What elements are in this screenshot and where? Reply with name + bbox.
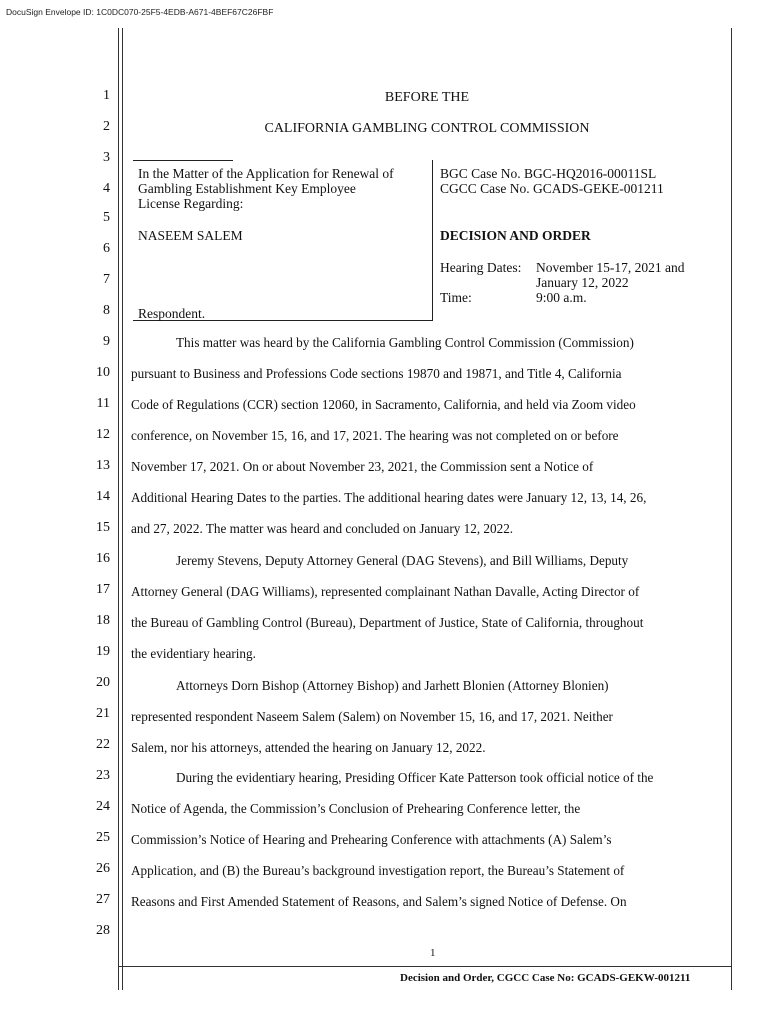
bgc-case-number: BGC Case No. BGC-HQ2016-00011SL [440, 166, 657, 181]
line-number: 22 [96, 737, 110, 752]
court-header-line2: CALIFORNIA GAMBLING CONTROL COMMISSION [264, 121, 590, 136]
body-line: the evidentiary hearing. [131, 646, 256, 661]
left-margin-rule [118, 28, 119, 990]
line-number: 20 [96, 675, 110, 690]
body-line: This matter was heard by the California Gambling Control Commission (Commission) [176, 335, 634, 350]
hearing-dates-value-cont: January 12, 2022 [536, 275, 629, 290]
body-line: During the evidentiary hearing, Presiding Officer Kate Patterson took official notice of the [176, 770, 654, 785]
line-number: 6 [103, 241, 110, 256]
line-number: 2 [103, 119, 110, 134]
body-line: pursuant to Business and Professions Code sections 19870 and 19871, and Title 4, California [131, 366, 622, 381]
line-number: 1 [103, 88, 110, 103]
line-number: 5 [103, 210, 110, 225]
respondent-name: NASEEM SALEM [138, 228, 243, 243]
line-number: 15 [96, 520, 110, 535]
line-number: 23 [96, 768, 110, 783]
hearing-dates-value: November 15-17, 2021 and [536, 260, 685, 275]
body-line: Additional Hearing Dates to the parties. The additional hearing dates were January 12, 13, 14, 26, [131, 490, 647, 505]
footer-rule [118, 966, 732, 967]
document-title: DECISION AND ORDER [440, 228, 591, 243]
body-line: Attorneys Dorn Bishop (Attorney Bishop) and Jarhett Blonien (Attorney Blonien) [176, 678, 609, 693]
line-number: 9 [103, 334, 110, 349]
body-line: Notice of Agenda, the Commission’s Conclusion of Prehearing Conference letter, the [131, 801, 581, 816]
body-line: Reasons and First Amended Statement of Reasons, and Salem’s signed Notice of Defense. On [131, 894, 627, 909]
page-number: 1 [430, 947, 436, 959]
left-margin-rule-inner [122, 28, 123, 990]
body-line: November 17, 2021. On or about November 23, 2021, the Commission sent a Notice of [131, 459, 594, 474]
court-header-line1: BEFORE THE [384, 90, 470, 105]
line-number: 3 [103, 150, 110, 165]
line-number: 21 [96, 706, 110, 721]
time-value: 9:00 a.m. [536, 290, 587, 305]
line-number: 14 [96, 489, 110, 504]
body-line: conference, on November 15, 16, and 17, 2021. The hearing was not completed on or before [131, 428, 619, 443]
body-line: Application, and (B) the Bureau’s background investigation report, the Bureau’s Statement of [131, 863, 625, 878]
body-line: Jeremy Stevens, Deputy Attorney General (DAG Stevens), and Bill Williams, Deputy [176, 553, 629, 568]
body-line: the Bureau of Gambling Control (Bureau), Department of Justice, State of California, throughout [131, 615, 644, 630]
body-line: Commission’s Notice of Hearing and Prehearing Conference with attachments (A) Salem’s [131, 832, 612, 847]
hearing-dates-label: Hearing Dates: [440, 260, 522, 275]
line-number: 28 [96, 923, 110, 938]
cgcc-case-number: CGCC Case No. GCADS-GEKE-001211 [440, 181, 664, 196]
line-number: 13 [96, 458, 110, 473]
time-label: Time: [440, 290, 472, 305]
line-number: 10 [96, 365, 110, 380]
docusign-envelope-id: DocuSign Envelope ID: 1C0DC070-25F5-4EDB-A671-4BEF67C26FBF [6, 7, 274, 17]
caption-matter-line: In the Matter of the Application for Renewal of [138, 166, 394, 181]
footer-caption: Decision and Order, CGCC Case No: GCADS-GEKW-001211 [400, 972, 691, 984]
line-number: 4 [103, 181, 110, 196]
line-number: 8 [103, 303, 110, 318]
line-number: 16 [96, 551, 110, 566]
line-number: 19 [96, 644, 110, 659]
body-line: represented respondent Naseem Salem (Salem) on November 15, 16, and 17, 2021. Neither [131, 709, 613, 724]
line-number: 18 [96, 613, 110, 628]
line-number: 26 [96, 861, 110, 876]
line-number: 25 [96, 830, 110, 845]
line-number: 7 [103, 272, 110, 287]
line-number: 24 [96, 799, 110, 814]
body-line: Code of Regulations (CCR) section 12060, in Sacramento, California, and held via Zoom video [131, 397, 636, 412]
body-line: Salem, nor his attorneys, attended the hearing on January 12, 2022. [131, 740, 486, 755]
right-margin-rule [731, 28, 732, 990]
line-number: 27 [96, 892, 110, 907]
caption-matter-line: License Regarding: [138, 196, 244, 211]
respondent-label: Respondent. [138, 306, 206, 321]
body-line: and 27, 2022. The matter was heard and concluded on January 12, 2022. [131, 521, 514, 536]
caption-matter-line: Gambling Establishment Key Employee [138, 181, 356, 196]
line-number: 12 [96, 427, 110, 442]
body-line: Attorney General (DAG Williams), represented complainant Nathan Davalle, Acting Director of [131, 584, 640, 599]
line-number: 11 [96, 396, 110, 411]
line-number: 17 [96, 582, 110, 597]
